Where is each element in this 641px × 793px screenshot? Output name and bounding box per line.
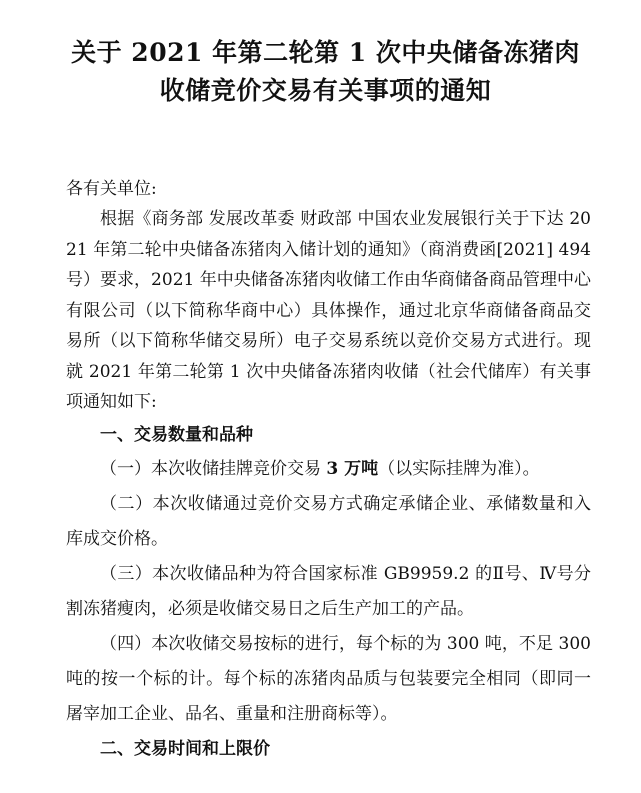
intro-paragraph: 根据《商务部 发展改革委 财政部 中国农业发展银行关于下达 2021 年第二轮中央储备冻猪肉入储计划的通知》（商消费函[2021] 494 号）要求，2021 年中央储备冻猪肉收储工作由华商储备商品管理中心有限公司（以下简称华商中心）具体操作，通过北京华商储备商品交易所（以下简称华储交易所）电子交易系统以竞价交易方式进行。现就 2021 年第二轮第 1 次中央储备冻猪肉收储（社会代储库）有关事项通知如下: [66, 209, 591, 412]
item-1-text-prefix: （一）本次收储挂牌竞价交易 [100, 458, 327, 479]
document-title-line-1: 关于 2021 年第二轮第 1 次中央储备冻猪肉 [71, 38, 580, 67]
section-heading-quantity: 一、交易数量和品种 [100, 424, 253, 445]
document-body [66, 204, 591, 766]
item-1-text-suffix: （以实际挂牌为准）。 [378, 458, 540, 479]
section-heading-time: 二、交易时间和上限价 [100, 738, 270, 759]
salutation: 各有关单位: [66, 179, 157, 199]
item-2-paragraph: （二）本次收储通过竞价交易方式确定承储企业、承储数量和入库成交价格。 [66, 493, 591, 549]
item-1-quantity: 3 万吨 [326, 458, 379, 479]
document-title-line-2: 收储竞价交易有关事项的通知 [159, 76, 492, 105]
item-3-paragraph: （三）本次收储品种为符合国家标准 GB9959.2 的Ⅱ号、Ⅳ号分割冻猪瘦肉，必须是收储交易日之后生产加工的产品。 [66, 563, 591, 619]
document-title [66, 34, 591, 110]
item-4-paragraph: （四）本次收储交易按标的进行，每个标的为 300 吨，不足 300 吨的按一个标的计。每个标的冻猪肉品质与包装要完全相同（即同一屠宰加工企业、品名、重量和注册商标等）。 [66, 633, 591, 724]
item-1-paragraph [66, 452, 591, 487]
